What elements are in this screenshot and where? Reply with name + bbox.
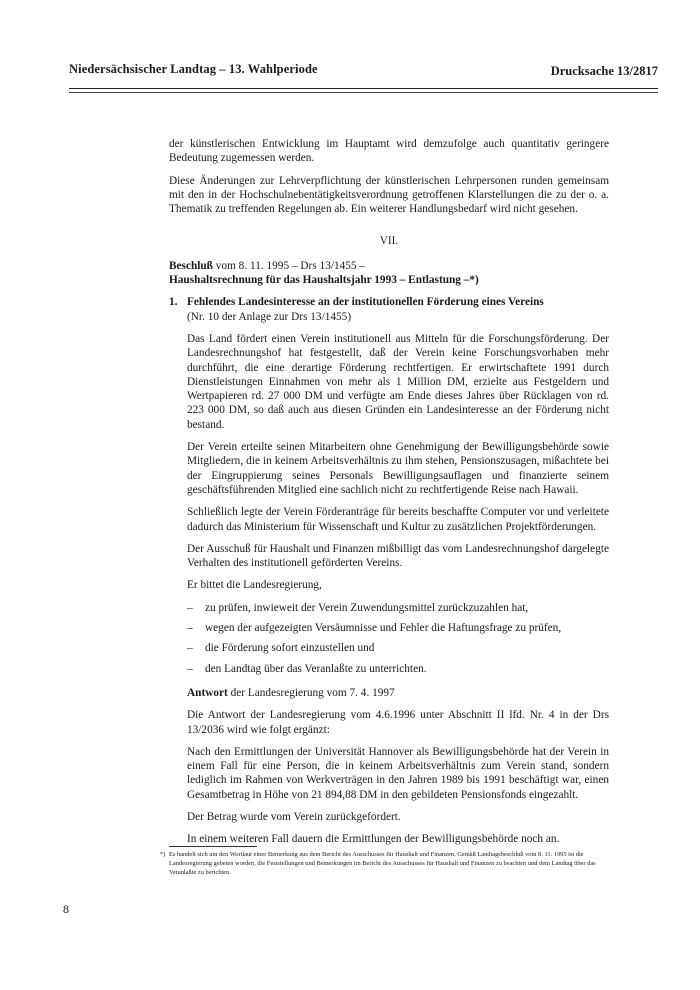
section-title: Haushaltsrechnung für das Haushaltsjahr 1993 – Entlastung –*)	[169, 274, 479, 287]
footnote-rule	[169, 846, 257, 847]
paragraph: Die Antwort der Landesregierung vom 4.6.1996 unter Abschnitt II lfd. Nr. 4 in der Drs 13/2036 wird wie folgt ergänzt:	[187, 709, 609, 736]
page-header	[69, 56, 658, 86]
main-content	[169, 137, 609, 855]
resolution-label: Beschluß	[169, 259, 213, 272]
item-title: Fehlendes Landesinteresse an der institutionellen Förderung eines Vereins	[187, 296, 544, 309]
answer-heading	[187, 686, 609, 700]
paragraph: Der Betrag wurde vom Verein zurückgefordert.	[187, 810, 401, 823]
item-number: 1.	[169, 296, 178, 309]
list-item: – die Förderung sofort einzustellen und	[187, 642, 375, 655]
paragraph: Diese Änderungen zur Lehrverpflichtung der künstlerischen Lehrpersonen runden gemeinsam mit den in der Hochschulnebentätigkeitsverordnung getroffenen Klarstellungen die zu der o. a. Thematik zu treffenden Regelungen ab. Ein weiterer Handlungsbedarf wird nicht gesehen.	[169, 174, 609, 216]
item-body	[187, 332, 609, 847]
paragraph: Der Ausschuß für Haushalt und Finanzen mißbilligt das vom Landesrechnungshof dargelegte Verhalten des institutionell geförderten Vereins.	[187, 542, 609, 570]
header-document-number: Drucksache 13/2817	[550, 64, 658, 78]
page-number: 8	[63, 902, 69, 916]
header-rule-thick	[69, 88, 658, 89]
list-item: – zu prüfen, inwieweit der Verein Zuwendungsmittel zurückzuzahlen hat,	[187, 601, 529, 614]
paragraph: Er bittet die Landesregierung,	[187, 579, 322, 592]
list-item: – wegen der aufgezeigten Versäumnisse und Fehler die Haftungsfrage zu prüfen,	[187, 622, 562, 635]
footnote-mark: *)	[160, 851, 166, 858]
section-roman-numeral: VII.	[379, 235, 399, 248]
paragraph: In einem weiteren Fall dauern die Ermittlungen der Bewilligungsbehörde noch an.	[187, 833, 560, 846]
request-list	[187, 601, 609, 676]
header-rule-thin	[69, 92, 658, 93]
resolution-line	[169, 259, 609, 273]
footnote	[160, 850, 609, 878]
item-reference: (Nr. 10 der Anlage zur Drs 13/1455)	[187, 310, 352, 323]
answer-label: Antwort	[187, 686, 228, 699]
paragraph: Schließlich legte der Verein Förderanträge für bereits beschaffte Computer vor und verleitete dadurch das Ministerium für Wissenschaft und Kultur zu zusätzlichen Projektförderungen.	[187, 506, 609, 533]
footnote-text: Es handelt sich um den Wortlaut einer Bemerkung aus dem Bericht des Ausschusses für Haushalt und Finanzen. Gemäß Landtagsbeschluß vom 8. 11. 1995 ist die Landesregierung gebeten worden, die Feststellungen und Bemerkungen im Bericht des Ausschusses für Haushalt und Finanzen zu beachten und dem Landtag über das Veranlaßte zu berichten.	[169, 851, 596, 877]
paragraph: der künstlerischen Entwicklung im Hauptamt wird demzufolge auch quantitativ geringere Bedeutung zugemessen werden.	[169, 138, 609, 165]
paragraph: Der Verein erteilte seinen Mitarbeitern ohne Genehmigung der Bewilligungsbehörde sowie Mitgliedern, die in keinem Arbeitsverhältnis zu ihm stehen, Pensionszusagen, mißachtete bei der Eingruppierung seines Personals Bewilligungsauflagen und finanzierte seinem geschäftsführenden Mitglied eine sachlich nicht zu rechtfertigende Reise nach Hawaii.	[187, 441, 609, 496]
item-heading	[169, 295, 609, 309]
header-parliament: Niedersächsischer Landtag – 13. Wahlperiode	[69, 62, 318, 76]
resolution-reference: vom 8. 11. 1995 – Drs 13/1455 –	[212, 259, 366, 272]
paragraph: Das Land fördert einen Verein institutionell aus Mitteln für die Forschungsförderung. Der Landesrechnungshof hat festgestellt, daß der Verein keine Forschungsvorhaben mehr durchführt, die eine derartige Förderung rechtfertigen. Er erwirtschaftete 1991 durch Dienstleistungen Einnahmen von mehr als 1 Million DM, erzielte aus Festgeldern und Wertpapieren rd. 27 000 DM und verfügte am Ende dieses Jahres über Rücklagen von rd. 223 000 DM, so daß auch aus diesen Gründen ein Landesinteresse an der Förderung nicht bestand.	[187, 332, 609, 431]
answer-date: der Landesregierung vom 7. 4. 1997	[227, 686, 395, 699]
list-item: – den Landtag über das Veranlaßte zu unterrichten.	[187, 662, 427, 675]
paragraph: Nach den Ermittlungen der Universität Hannover als Bewilligungsbehörde hat der Verein in einem Fall für eine Person, die in keinem Arbeitsverhältnis zum Verein stand, sondern lediglich im Rahmen von Werkverträgen in den Jahren 1989 bis 1991 beschäftigt war, einen Gesamtbetrag in Höhe von 21 894,88 DM in den gebildeten Pensionsfonds eingezahlt.	[187, 745, 609, 801]
